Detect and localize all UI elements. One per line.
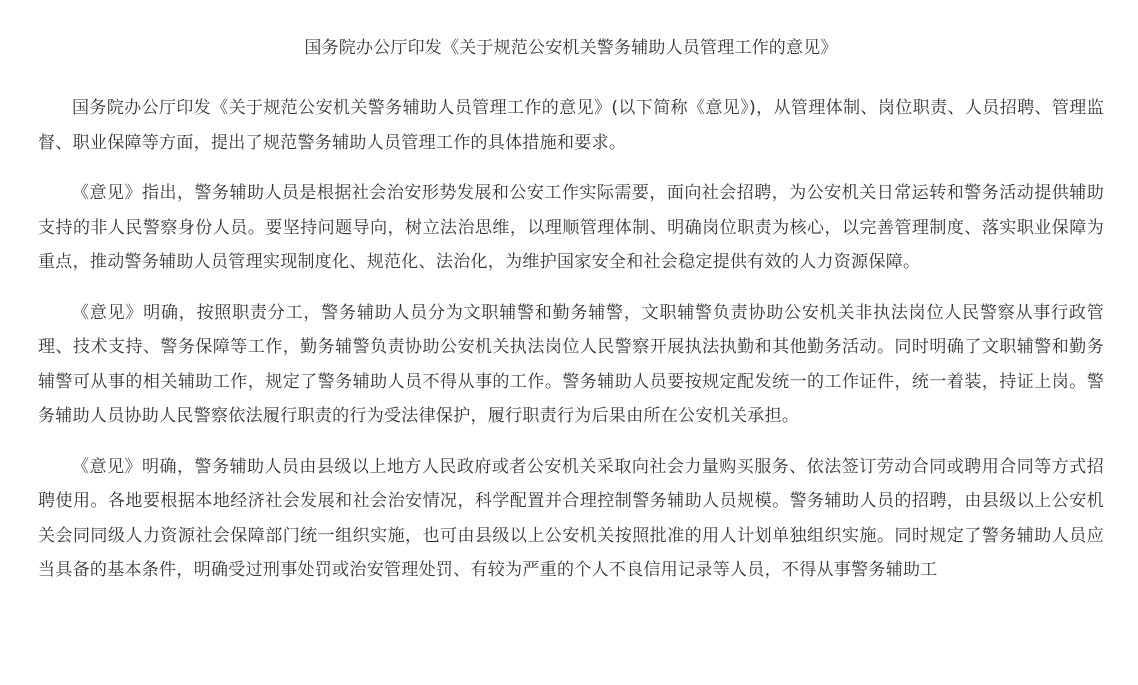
paragraph-recruitment: 《意见》明确，警务辅助人员由县级以上地方人民政府或者公安机关采取向社会力量购买服务、依法签订劳动合同或聘用合同等方式招聘使用。各地要根据本地经济社会发展和社会治安情况，科学配置并合理控制警务辅助人员规模。警务辅助人员的招聘，由县级以上公安机关会同同级人力资源社会保障部门统一组织实施，也可由县级以上公安机关按照批准的用人计划单独组织实施。同时规定了警务辅助人员应当具备的基本条件，明确受过刑事处罚或治安管理处罚、有较为严重的个人不良信用记录等人员，不得从事警务辅助工 [38, 456, 1104, 580]
paragraph-definition: 《意见》指出，警务辅助人员是根据社会治安形势发展和公安工作实际需要，面向社会招聘，为公安机关日常运转和警务活动提供辅助支持的非人民警察身份人员。要坚持问题导向，树立法治思维，以理顺管理体制、明确岗位职责为核心，以完善管理制度、落实职业保障为重点，推动警务辅助人员管理实现制度化、规范化、法治化，为维护国家安全和社会稳定提供有效的人力资源保障。 [38, 183, 1104, 272]
article [38, 0, 1104, 588]
article-title: 国务院办公厅印发《关于规范公安机关警务辅助人员管理工作的意见》 [304, 38, 838, 58]
paragraph-duties: 《意见》明确，按照职责分工，警务辅助人员分为文职辅警和勤务辅警，文职辅警负责协助公安机关非执法岗位人民警察从事行政管理、技术支持、警务保障等工作，勤务辅警负责协助公安机关执法岗位人民警察开展执法执勤和其他勤务活动。同时明确了文职辅警和勤务辅警可从事的相关辅助工作，规定了警务辅助人员不得从事的工作。警务辅助人员要按规定配发统一的工作证件，统一着装，持证上岗。警务辅助人员协助人民警察依法履行职责的行为受法律保护，履行职责行为后果由所在公安机关承担。 [38, 302, 1104, 426]
paragraph-intro: 国务院办公厅印发《关于规范公安机关警务辅助人员管理工作的意见》(以下简称《意见》)，从管理体制、岗位职责、人员招聘、管理监督、职业保障等方面，提出了规范警务辅助人员管理工作的具体措施和要求。 [38, 98, 1104, 153]
